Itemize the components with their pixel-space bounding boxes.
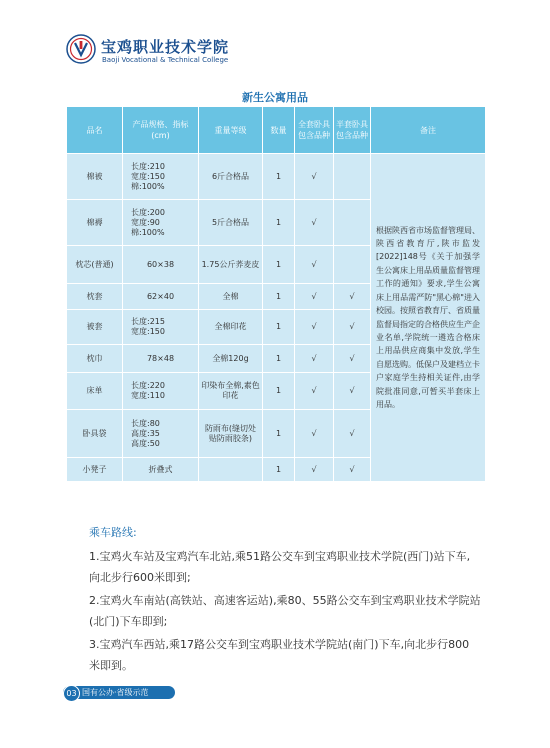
cell-full: √ [295, 310, 334, 345]
page-number: 03 [63, 685, 80, 702]
cell-weight: 1.75公斤荞麦皮 [199, 246, 263, 284]
cell-spec: 62×40 [123, 284, 199, 310]
route-item-3: 3.宝鸡汽车西站,乘17路公交车到宝鸡职业技术学院站(南门)下车,向北步行800 米即到。 [89, 638, 470, 672]
cell-full: √ [295, 246, 334, 284]
page-title: 新生公寓用品 [242, 91, 308, 104]
cell-full: √ [295, 345, 334, 373]
cell-half: √ [334, 373, 371, 410]
cell-full: √ [295, 284, 334, 310]
table-header-row [67, 107, 486, 154]
cell-qty: 1 [263, 458, 295, 482]
cell-weight [199, 458, 263, 482]
col-header-weight: 重量等级 [199, 107, 263, 154]
cell-name: 棉褥 [67, 200, 123, 246]
cell-weight: 5斤合格品 [199, 200, 263, 246]
route-heading: 乘车路线: [89, 526, 137, 539]
cell-qty: 1 [263, 345, 295, 373]
cell-half [334, 154, 371, 200]
cell-spec: 78×48 [123, 345, 199, 373]
cell-spec: 长度:80 高度:35 高度:50 [123, 410, 199, 458]
cell-spec: 长度:200 宽度:90 棉:100% [123, 200, 199, 246]
cell-qty: 1 [263, 310, 295, 345]
cell-qty: 1 [263, 154, 295, 200]
cell-spec: 长度:210 宽度:150 棉:100% [123, 154, 199, 200]
cell-qty: 1 [263, 284, 295, 310]
table-row [67, 154, 486, 200]
cell-qty: 1 [263, 373, 295, 410]
cell-half: √ [334, 310, 371, 345]
footer-slogan: 国有公办·省级示范 [82, 688, 149, 697]
cell-name: 棉被 [67, 154, 123, 200]
cell-name: 卧具袋 [67, 410, 123, 458]
col-header-note: 备注 [371, 107, 486, 154]
cell-half: √ [334, 345, 371, 373]
cell-full: √ [295, 373, 334, 410]
cell-weight: 6斤合格品 [199, 154, 263, 200]
cell-weight: 印染布全棉,素色印花 [199, 373, 263, 410]
college-logo-icon [66, 34, 96, 64]
cell-half: √ [334, 458, 371, 482]
route-item-1: 1.宝鸡火车站及宝鸡汽车北站,乘51路公交车到宝鸡职业技术学院(西门)站下车, 向北步行600米即到; [89, 550, 471, 584]
col-header-full-set: 全套卧具包含品种 [295, 107, 334, 154]
cell-full: √ [295, 200, 334, 246]
col-header-spec: 产品规格、指标(cm) [123, 107, 199, 154]
supplies-table [66, 106, 486, 482]
cell-weight: 防雨布(缝切处贴防雨胶条) [199, 410, 263, 458]
cell-name: 被套 [67, 310, 123, 345]
college-name-en: Baoji Vocational & Technical College [102, 56, 229, 64]
cell-spec: 长度:215 宽度:150 [123, 310, 199, 345]
cell-half: √ [334, 410, 371, 458]
col-header-name: 品名 [67, 107, 123, 154]
cell-spec: 折叠式 [123, 458, 199, 482]
cell-note: 根据陕西省市场监督管理局、陕西省教育厅,陕市监发[2022]148号《关于加强学生公寓床上用品质量监督管理工作的通知》要求,学生公寓床上用品需严防"黑心棉"进入校园。按照省教育厅、省质量监督局指定的合格供应生产企业名单,学院统一遴选合格床上用品供应商集中发放,学生自愿选购。低保户及建档立卡户家庭学生持相关证件,由学院批准同意,可暂买半套床上用品。 [371, 154, 486, 482]
route-item-2: 2.宝鸡火车南站(高铁站、高速客运站),乘80、55路公交车到宝鸡职业技术学院站 (北门)下车即到; [89, 594, 481, 628]
col-header-half-set: 半套卧具包含品种 [334, 107, 371, 154]
col-header-qty: 数量 [263, 107, 295, 154]
cell-spec: 60×38 [123, 246, 199, 284]
cell-half [334, 246, 371, 284]
cell-qty: 1 [263, 246, 295, 284]
cell-name: 小凳子 [67, 458, 123, 482]
cell-half: √ [334, 284, 371, 310]
cell-full: √ [295, 154, 334, 200]
cell-full: √ [295, 458, 334, 482]
cell-name: 床单 [67, 373, 123, 410]
cell-name: 枕巾 [67, 345, 123, 373]
cell-name: 枕套 [67, 284, 123, 310]
cell-half [334, 200, 371, 246]
cell-weight: 全棉120g [199, 345, 263, 373]
cell-full: √ [295, 410, 334, 458]
cell-weight: 全棉印花 [199, 310, 263, 345]
college-name-cn: 宝鸡职业技术学院 [101, 38, 230, 56]
cell-spec: 长度:220 宽度:110 [123, 373, 199, 410]
cell-weight: 全棉 [199, 284, 263, 310]
cell-qty: 1 [263, 410, 295, 458]
cell-name: 枕芯(普通) [67, 246, 123, 284]
cell-qty: 1 [263, 200, 295, 246]
